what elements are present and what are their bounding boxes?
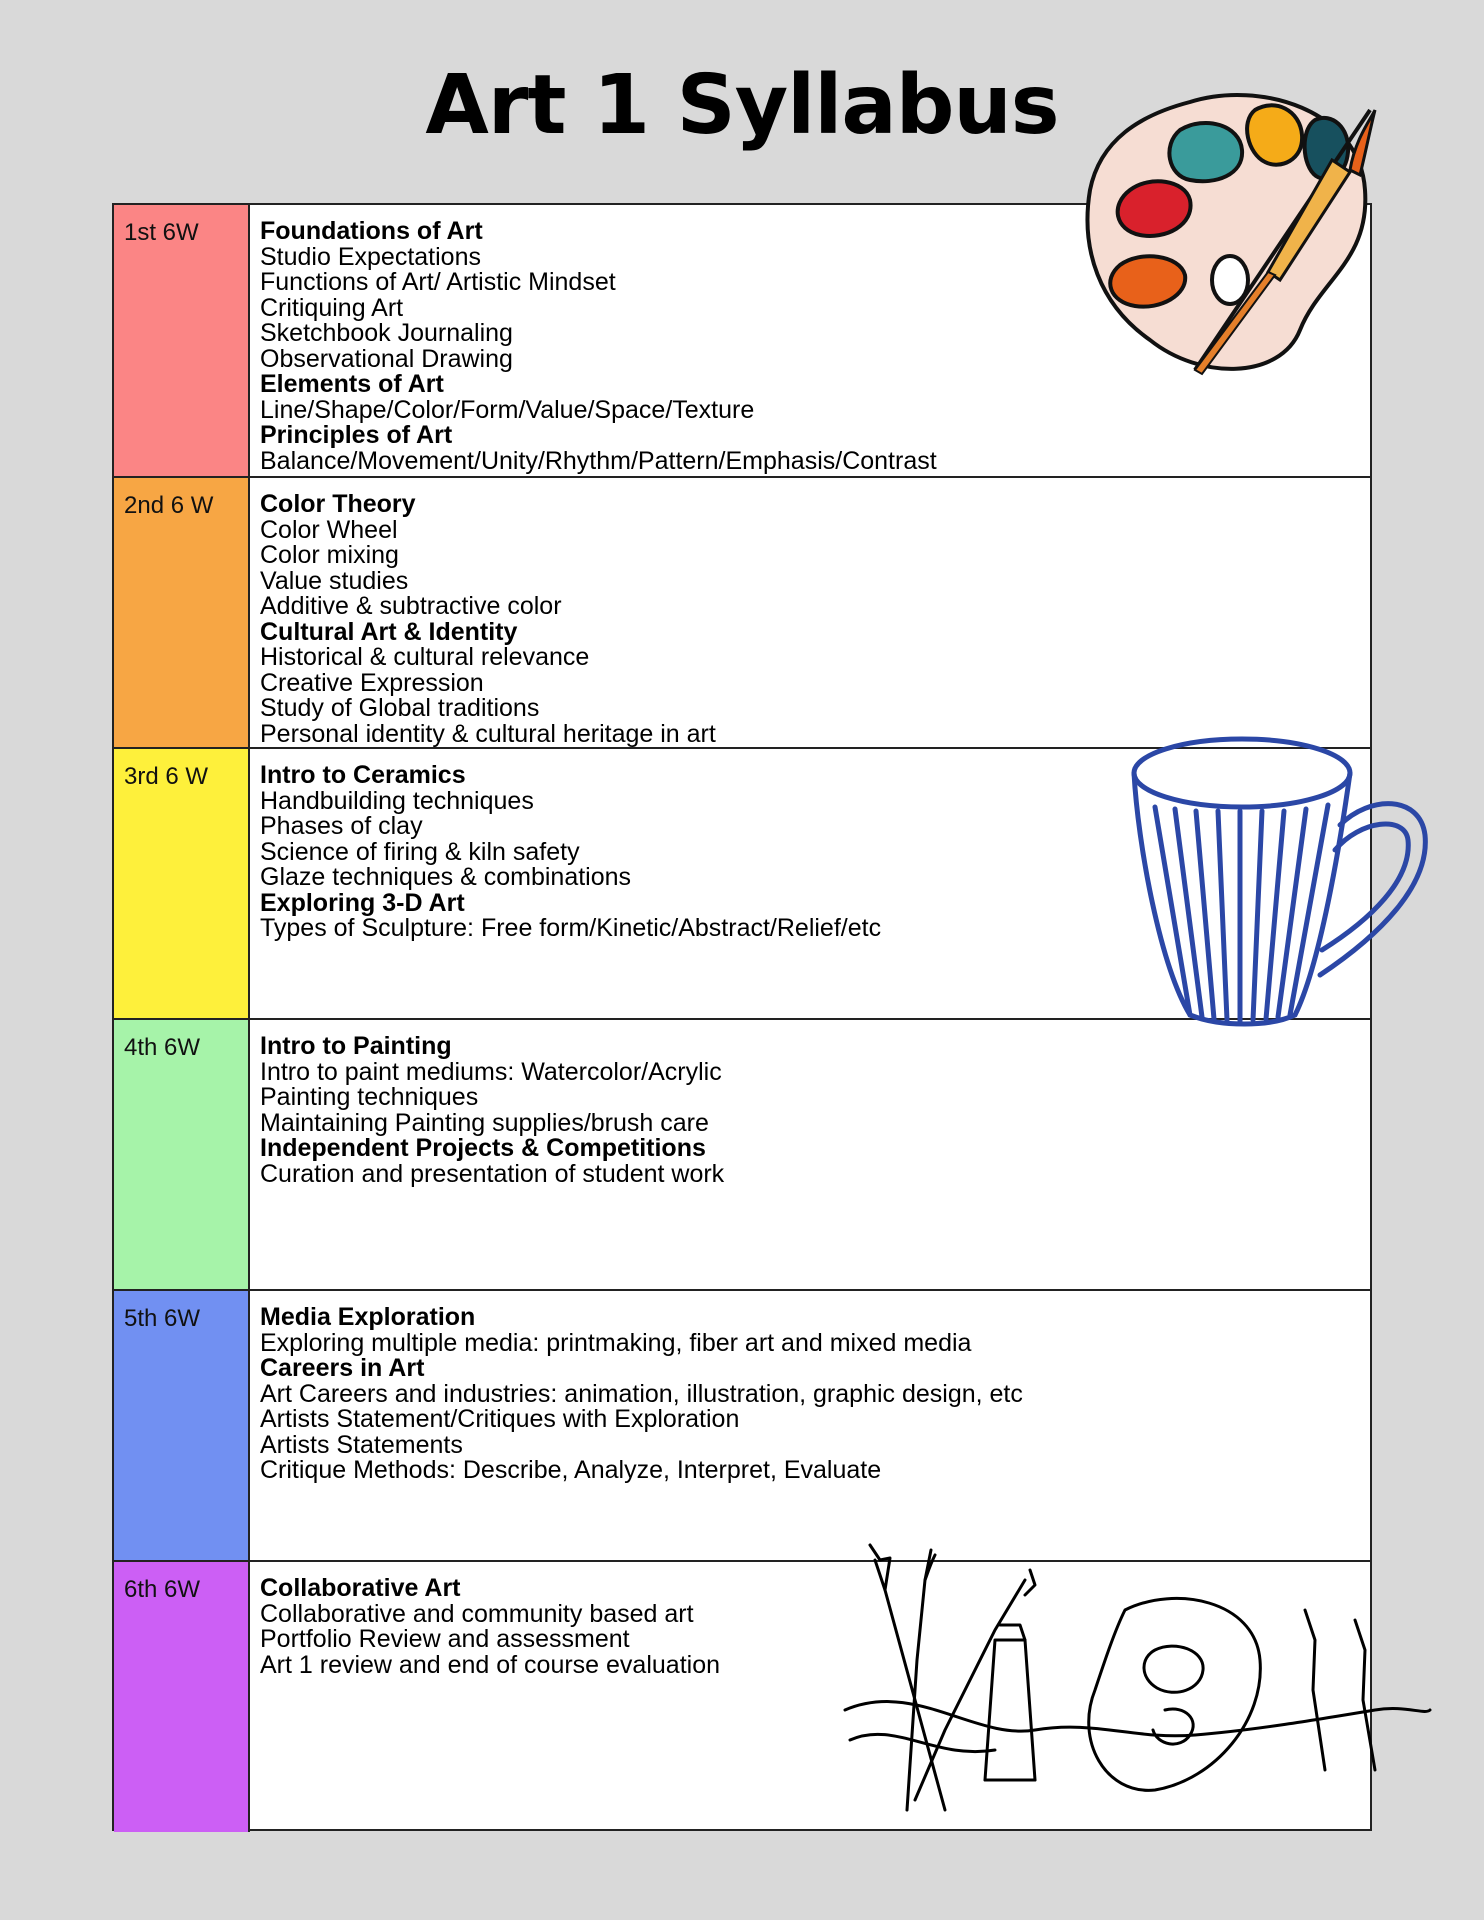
striped-mug-icon — [1130, 735, 1430, 1035]
topic-heading: Exploring 3-D Art — [260, 888, 465, 917]
topic-item: Art 1 review and end of course evaluation — [260, 1650, 720, 1679]
topic-heading: Intro to Painting — [260, 1032, 452, 1060]
topic-heading: Media Exploration — [260, 1303, 476, 1331]
topic-list — [260, 1034, 1360, 1187]
page-title: Art 1 Syllabus — [425, 58, 1059, 153]
topic-item: Exploring multiple media: printmaking, fiber art and mixed media — [260, 1328, 972, 1357]
grading-period-label: 3rd 6 W — [114, 749, 250, 1019]
topic-item: Observational Drawing — [260, 344, 513, 373]
topic-item: Handbuilding techniques — [260, 786, 534, 815]
topic-item: Line/Shape/Color/Form/Value/Space/Texture — [260, 395, 755, 424]
topic-item: Functions of Art/ Artistic Mindset — [260, 268, 616, 296]
topic-item: Critique Methods: Describe, Analyze, Interpret, Evaluate — [260, 1456, 882, 1484]
syllabus-row — [114, 476, 1370, 748]
art-tools-line-drawing-icon — [835, 1540, 1435, 1820]
topic-item: Maintaining Painting supplies/brush care — [260, 1108, 709, 1137]
topic-heading: Foundations of Art — [260, 217, 483, 245]
topic-item: Color mixing — [260, 541, 399, 569]
topic-item: Value studies — [260, 566, 409, 595]
topic-item: Artists Statements — [260, 1430, 463, 1459]
topic-item: Curation and presentation of student work — [260, 1159, 725, 1188]
topic-list — [260, 1305, 1360, 1484]
topic-item: Art Careers and industries: animation, illustration, graphic design, etc — [260, 1379, 1023, 1408]
topic-heading: Color Theory — [260, 490, 416, 518]
topic-list — [260, 492, 1360, 747]
grading-period-label: 4th 6W — [114, 1020, 250, 1290]
topic-item: Collaborative and community based art — [260, 1599, 694, 1628]
topic-item: Color Wheel — [260, 515, 398, 544]
topic-item: Portfolio Review and assessment — [260, 1625, 630, 1653]
topic-heading: Careers in Art — [260, 1354, 425, 1382]
topic-item: Glaze techniques & combinations — [260, 863, 632, 891]
topic-item: Painting techniques — [260, 1083, 479, 1111]
topic-item: Science of firing & kiln safety — [260, 837, 580, 866]
topic-item: Balance/Movement/Unity/Rhythm/Pattern/Emphasis/Contrast — [260, 446, 937, 475]
syllabus-row — [114, 1289, 1370, 1561]
topic-item: Artists Statement/Critiques with Exploration — [260, 1405, 740, 1433]
syllabus-row — [114, 1018, 1370, 1290]
grading-period-label: 1st 6W — [114, 205, 250, 477]
topic-heading: Cultural Art & Identity — [260, 617, 518, 646]
topic-heading: Principles of Art — [260, 421, 453, 449]
topic-item: Creative Expression — [260, 668, 484, 697]
topic-heading: Elements of Art — [260, 370, 444, 398]
topic-item: Personal identity & cultural heritage in art — [260, 719, 716, 748]
topic-item: Critiquing Art — [260, 293, 404, 322]
topic-item: Additive & subtractive color — [260, 592, 562, 620]
topic-heading: Collaborative Art — [260, 1574, 461, 1602]
grading-period-label: 6th 6W — [114, 1562, 250, 1832]
topic-item: Types of Sculpture: Free form/Kinetic/Abstract/Relief/etc — [260, 914, 882, 942]
topic-item: Study of Global traditions — [260, 694, 540, 722]
paint-palette-icon — [1070, 80, 1380, 380]
grading-period-label: 5th 6W — [114, 1291, 250, 1561]
topic-item: Historical & cultural relevance — [260, 643, 590, 671]
topic-item: Intro to paint mediums: Watercolor/Acrylic — [260, 1057, 722, 1086]
grading-period-label: 2nd 6 W — [114, 478, 250, 748]
topic-item: Studio Expectations — [260, 242, 481, 271]
topic-heading: Intro to Ceramics — [260, 761, 466, 789]
topic-heading: Independent Projects & Competitions — [260, 1134, 706, 1162]
topic-item: Phases of clay — [260, 812, 423, 840]
topic-item: Sketchbook Journaling — [260, 319, 513, 347]
